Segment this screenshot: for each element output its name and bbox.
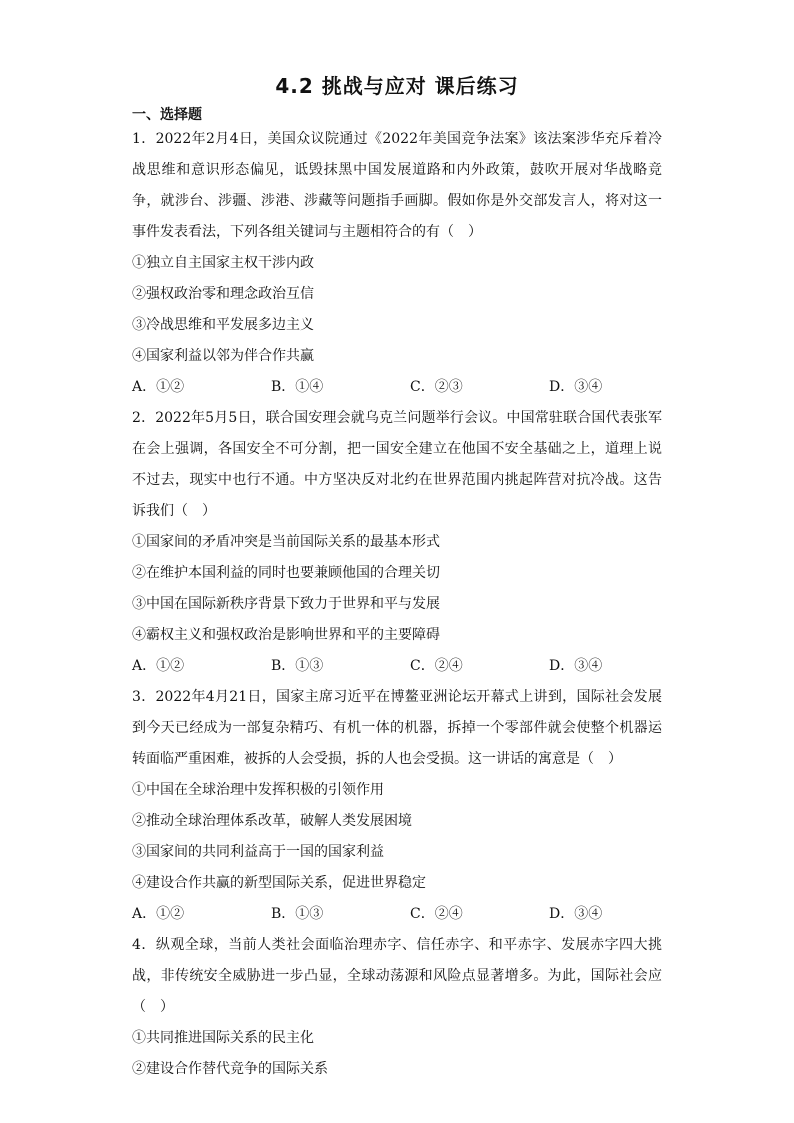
answer-choice-a: A．①② [132, 379, 185, 395]
section-heading: 一、选择题 [132, 107, 202, 123]
answer-choice-d: D．③④ [549, 906, 603, 922]
question-option: ③国家间的共同利益高于一国的国家利益 [132, 844, 384, 860]
answer-choice-d: D．③④ [549, 658, 603, 674]
question-option: ②建设合作替代竞争的国际关系 [132, 1061, 328, 1077]
question-4 [132, 930, 662, 1085]
answer-choice-c: C．②③ [410, 379, 463, 395]
answer-choices [132, 899, 662, 930]
question-option: ②在维护本国利益的同时也要兼顾他国的合理关切 [132, 565, 440, 581]
answer-choice-b: B．①④ [271, 379, 324, 395]
answer-choice-b: B．①③ [271, 658, 324, 674]
question-option: ②推动全球治理体系改革，破解人类发展困境 [132, 813, 412, 829]
question-option: ③冷战思维和平发展多边主义 [132, 317, 314, 333]
question-stem: 3．2022年4月21日，国家主席习近平在博鳌亚洲论坛开幕式上讲到，国际社会发展到今天已经成为一部复杂精巧、有机一体的机器，拆掉一个零部件就会使整个机器运转面临严重困难，被拆的人会受损，拆的人也会受损。这一讲话的寓意是（ ） [132, 689, 662, 767]
question-list [132, 124, 662, 1085]
question-1 [132, 124, 662, 403]
question-stem: 1．2022年2月4日，美国众议院通过《2022年美国竞争法案》该法案涉华充斥着冷战思维和意识形态偏见，诋毁抹黑中国发展道路和内外政策，鼓吹开展对华战略竞争，就涉台、涉疆、涉港、涉藏等问题指手画脚。假如你是外交部发言人，将对这一事件发表看法，下列各组关键词与主题相符合的有（ ） [132, 131, 662, 240]
question-option: ①共同推进国际关系的民主化 [132, 1030, 314, 1046]
document-title: 4.2 挑战与应对 课后练习 [275, 74, 519, 98]
question-option: ②强权政治零和理念政治互信 [132, 286, 314, 302]
answer-choice-d: D．③④ [549, 379, 603, 395]
answer-choices [132, 651, 662, 682]
question-stem: 4．纵观全球，当前人类社会面临治理赤字、信任赤字、和平赤字、发展赤字四大挑战，非传统安全威胁进一步凸显，全球动荡源和风险点显著增多。为此，国际社会应（ ） [132, 937, 662, 1015]
answer-choices [132, 372, 662, 403]
question-option: ③中国在国际新秩序背景下致力于世界和平与发展 [132, 596, 440, 612]
question-option: ④霸权主义和强权政治是影响世界和平的主要障碍 [132, 627, 440, 643]
question-option: ①独立自主国家主权干涉内政 [132, 255, 314, 271]
answer-choice-a: A．①② [132, 906, 185, 922]
answer-choice-a: A．①② [132, 658, 185, 674]
answer-choice-b: B．①③ [271, 906, 324, 922]
question-option: ①中国在全球治理中发挥积极的引领作用 [132, 782, 384, 798]
question-option: ④建设合作共赢的新型国际关系，促进世界稳定 [132, 875, 426, 891]
question-option: ①国家间的矛盾冲突是当前国际关系的最基本形式 [132, 534, 440, 550]
answer-choice-c: C．②④ [410, 906, 463, 922]
question-option: ④国家利益以邻为伴合作共赢 [132, 348, 314, 364]
answer-choice-c: C．②④ [410, 658, 463, 674]
question-3 [132, 682, 662, 930]
question-2 [132, 403, 662, 682]
question-stem: 2．2022年5月5日，联合国安理会就乌克兰问题举行会议。中国常驻联合国代表张军在会上强调，各国安全不可分割，把一国安全建立在他国不安全基础之上，道理上说不过去，现实中也行不通。中方坚决反对北约在世界范围内挑起阵营对抗冷战。这告诉我们（ ） [132, 410, 662, 519]
